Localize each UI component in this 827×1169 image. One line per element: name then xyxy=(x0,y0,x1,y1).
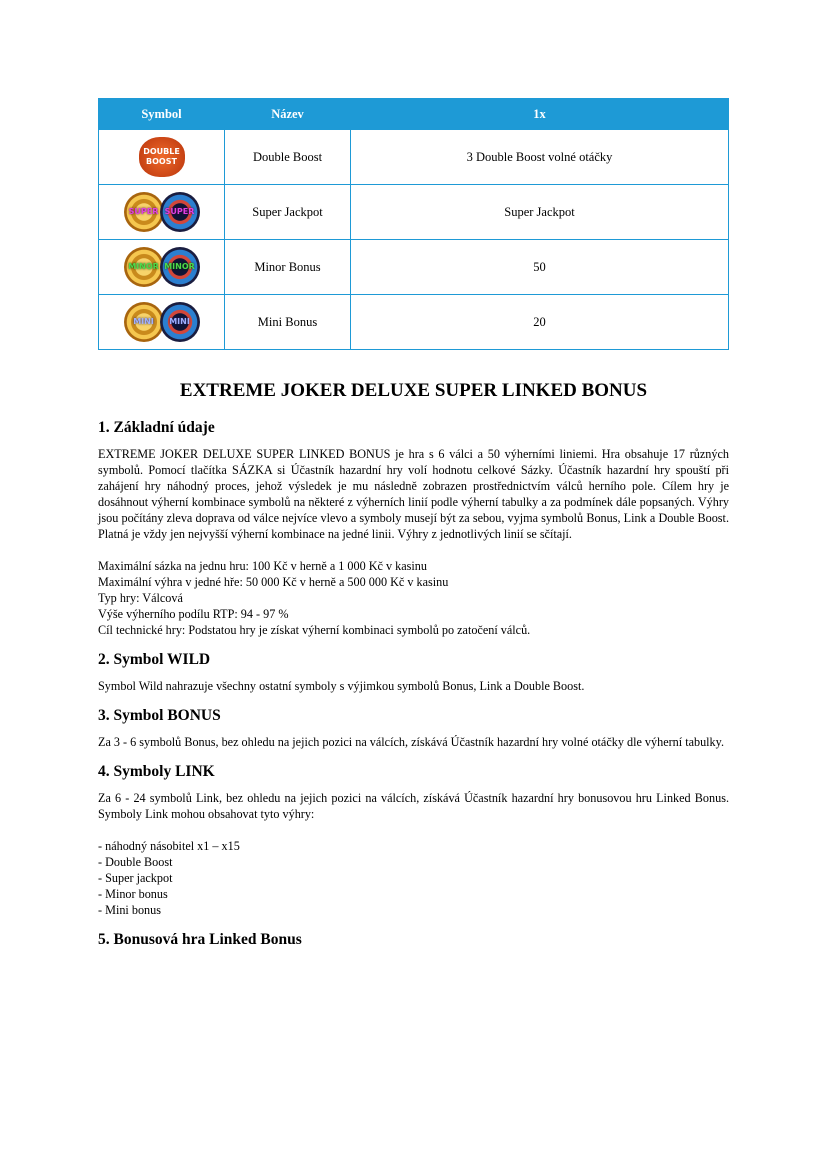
table-row xyxy=(99,130,729,185)
info-line: Typ hry: Válcová xyxy=(98,591,183,605)
info-line: Výše výherního podílu RTP: 94 - 97 % xyxy=(98,607,289,621)
super-gold-symbol-icon: SUPER xyxy=(124,192,164,232)
info-line: Maximální výhra v jedné hře: 50 000 Kč v herně a 500 000 Kč v kasinu xyxy=(98,575,449,589)
name-cell: Double Boost xyxy=(225,130,351,185)
symbol-cell xyxy=(99,130,225,185)
minor-dark-symbol-icon: MINOR xyxy=(160,247,200,287)
list-item: - Minor bonus xyxy=(98,887,168,901)
name-cell: Minor Bonus xyxy=(225,240,351,295)
section-heading: 3. Symbol BONUS xyxy=(98,707,221,724)
paragraph: EXTREME JOKER DELUXE SUPER LINKED BONUS je hra s 6 válci a 50 výherními liniemi. Hra obsahuje 17 různých symbolů. Pomocí tlačítka SÁZKA si Účastník hazardní hry volí hodnotu celkové Sázky. Účastník hazardní hry spouští při zahájení hry náhodný proces, jehož výsledek je mu následně zobrazen prostřednictvím válců herního pole. Cílem hry je dosáhnout výherní kombinace symbolů na některé z výherních linií podle výherní tabulky a za podmínek dále popsaných. Výhry jsou počítány zleva doprava od válce nejvíce vlevo a symboly musejí být za sebou, vyjma symbolů Bonus, Link a Double Boost. Platná je vždy jen nejvyšší výherní kombinace na jedné linii. Výhry z jednotlivých linií se sčítají. xyxy=(98,447,729,541)
section-heading: 4. Symboly LINK xyxy=(98,763,215,780)
document-title: EXTREME JOKER DELUXE SUPER LINKED BONUS xyxy=(179,380,648,401)
symbol-cell xyxy=(99,295,225,350)
double-boost-symbol-icon: DOUBLE BOOST xyxy=(139,137,185,177)
symbol-cell xyxy=(99,185,225,240)
section-heading: 5. Bonusová hra Linked Bonus xyxy=(98,931,302,948)
table-row xyxy=(99,295,729,350)
name-cell: Super Jackpot xyxy=(225,185,351,240)
symbol-cell xyxy=(99,240,225,295)
list-item: - Double Boost xyxy=(98,855,173,869)
table-row xyxy=(99,185,729,240)
value-cell: 50 xyxy=(351,240,729,295)
list-item: - Mini bonus xyxy=(98,903,161,917)
minor-gold-symbol-icon: MINOR xyxy=(124,247,164,287)
table-header xyxy=(99,99,729,130)
list-item: - náhodný násobitel x1 – x15 xyxy=(98,839,240,853)
list-item: - Super jackpot xyxy=(98,871,173,885)
header-1x: 1x xyxy=(351,99,729,130)
info-line: Maximální sázka na jednu hru: 100 Kč v herně a 1 000 Kč v kasinu xyxy=(98,559,427,573)
section-heading: 1. Základní údaje xyxy=(98,419,215,436)
super-dark-symbol-icon: SUPER xyxy=(160,192,200,232)
section-heading: 2. Symbol WILD xyxy=(98,651,211,668)
value-cell: 20 xyxy=(351,295,729,350)
info-line: Cíl technické hry: Podstatou hry je získat výherní kombinaci symbolů po zatočení válců. xyxy=(98,623,531,637)
mini-gold-symbol-icon: MINI xyxy=(124,302,164,342)
paragraph: Symbol Wild nahrazuje všechny ostatní symboly s výjimkou symbolů Bonus, Link a Double Boost. xyxy=(98,679,585,693)
value-cell: 3 Double Boost volné otáčky xyxy=(351,130,729,185)
name-cell: Mini Bonus xyxy=(225,295,351,350)
header-symbol: Symbol xyxy=(99,99,225,130)
symbol-table xyxy=(98,98,729,350)
header-name: Název xyxy=(225,99,351,130)
paragraph: Za 3 - 6 symbolů Bonus, bez ohledu na jejich pozici na válcích, získává Účastník hazardní hry volné otáčky dle výherní tabulky. xyxy=(98,735,725,749)
document-body xyxy=(98,420,729,958)
mini-dark-symbol-icon: MINI xyxy=(160,302,200,342)
table-row xyxy=(99,240,729,295)
paragraph: Za 6 - 24 symbolů Link, bez ohledu na jejich pozici na válcích, získává Účastník hazardní hry bonusovou hru Linked Bonus. Symboly Link mohou obsahovat tyto výhry: xyxy=(98,791,729,821)
value-cell: Super Jackpot xyxy=(351,185,729,240)
